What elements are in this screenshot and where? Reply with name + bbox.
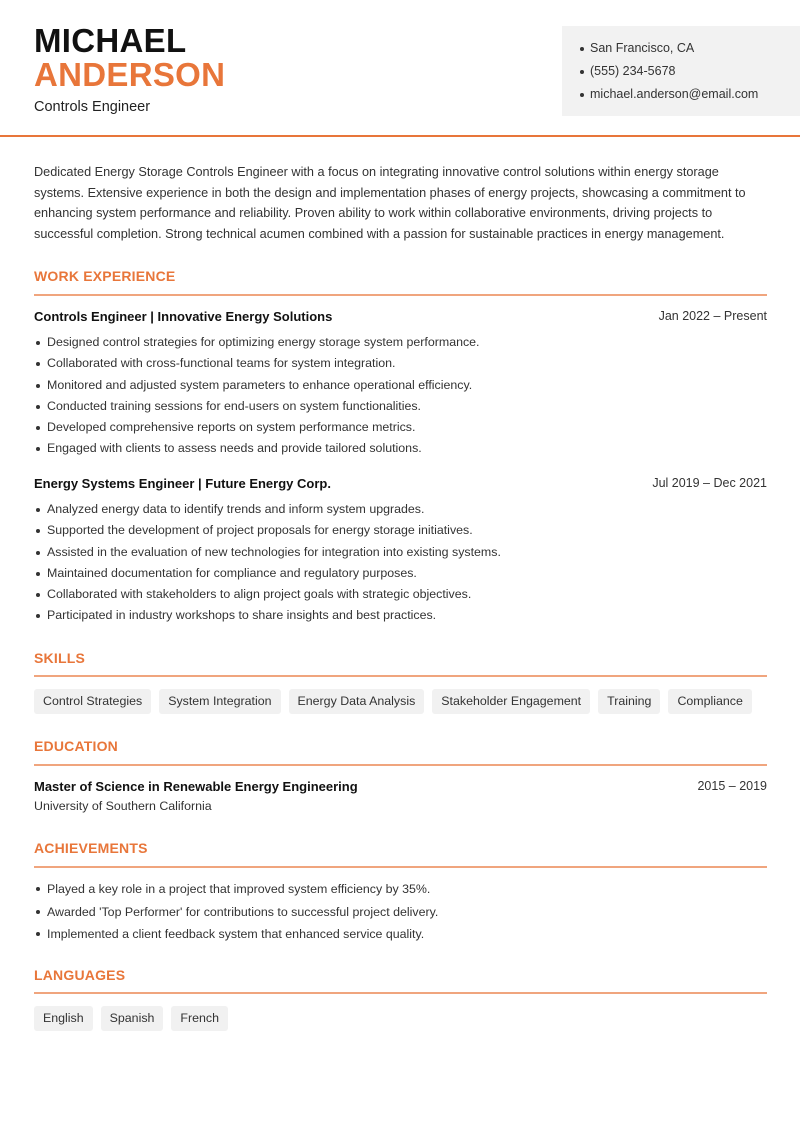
education-degree: Master of Science in Renewable Energy Engineering [34,779,358,794]
bullet-icon [580,93,584,97]
job-title: Controls Engineer [34,99,151,115]
job-entry-2 [34,476,767,494]
job-1-bullets [34,332,767,460]
section-title-skills: SKILLS [34,650,85,666]
list-item: Awarded 'Top Performer' for contributions to successful project delivery. [34,901,767,924]
skill-tag: Stakeholder Engagement [432,689,590,714]
language-tags [34,1006,228,1031]
contact-location [562,37,800,60]
section-title-education: EDUCATION [34,738,118,754]
contact-location-text: San Francisco, CA [590,41,695,55]
section-title-work: WORK EXPERIENCE [34,268,176,284]
education-school: University of Southern California [34,799,212,813]
language-tag: French [171,1006,228,1031]
skill-tag: Compliance [668,689,751,714]
skill-tag: Energy Data Analysis [289,689,425,714]
section-divider [34,675,767,677]
achievements-list [34,878,767,946]
list-item: Conducted training sessions for end-users on system functionalities. [34,396,767,417]
list-item: Participated in industry workshops to share insights and best practices. [34,605,767,626]
section-divider [34,866,767,868]
section-divider [34,294,767,296]
job-heading: Controls Engineer | Innovative Energy Solutions [34,309,333,324]
list-item: Designed control strategies for optimizing energy storage system performance. [34,332,767,353]
skill-tag: Training [598,689,660,714]
job-heading: Energy Systems Engineer | Future Energy Corp. [34,476,331,491]
contact-phone-text: (555) 234-5678 [590,64,676,78]
last-name: ANDERSON [34,56,226,93]
job-2-bullets [34,499,767,627]
contact-box [562,26,800,116]
list-item: Analyzed energy data to identify trends and inform system upgrades. [34,499,767,520]
list-item: Monitored and adjusted system parameters to enhance operational efficiency. [34,375,767,396]
job-dates: Jan 2022 – Present [658,309,767,323]
list-item: Engaged with clients to assess needs and provide tailored solutions. [34,438,767,459]
list-item: Played a key role in a project that improved system efficiency by 35%. [34,878,767,901]
list-item: Collaborated with stakeholders to align project goals with strategic objectives. [34,584,767,605]
language-tag: Spanish [101,1006,164,1031]
language-tag: English [34,1006,93,1031]
contact-email [562,83,800,106]
section-divider [34,764,767,766]
job-dates: Jul 2019 – Dec 2021 [652,476,767,490]
skill-tag: System Integration [159,689,280,714]
job-entry-1 [34,309,767,327]
list-item: Developed comprehensive reports on system performance metrics. [34,417,767,438]
contact-phone [562,60,800,83]
summary-paragraph: Dedicated Energy Storage Controls Engineer with a focus on integrating innovative control solutions within energy storage systems. Extensive experience in both the design and implementation phases of energy projects, showcasing a commitment to enhancing system performance and reliability. Proven ability to work within collaborative environments, driving projects to successful completion. Strong technical acumen combined with a passion for sustainable practices in energy management. [34,165,746,241]
skills-tags [34,689,752,714]
list-item: Supported the development of project proposals for energy storage initiatives. [34,520,767,541]
list-item: Maintained documentation for compliance and regulatory purposes. [34,563,767,584]
section-divider [34,992,767,994]
bullet-icon [580,70,584,74]
list-item: Assisted in the evaluation of new technologies for integration into existing systems. [34,542,767,563]
first-name: MICHAEL [34,22,187,59]
section-title-languages: LANGUAGES [34,967,126,983]
education-dates: 2015 – 2019 [697,779,767,793]
bullet-icon [580,47,584,51]
list-item: Implemented a client feedback system that enhanced service quality. [34,923,767,946]
skill-tag: Control Strategies [34,689,151,714]
contact-email-text: michael.anderson@email.com [590,87,759,101]
resume-header [0,0,800,137]
section-title-achievements: ACHIEVEMENTS [34,840,148,856]
list-item: Collaborated with cross-functional teams for system integration. [34,353,767,374]
